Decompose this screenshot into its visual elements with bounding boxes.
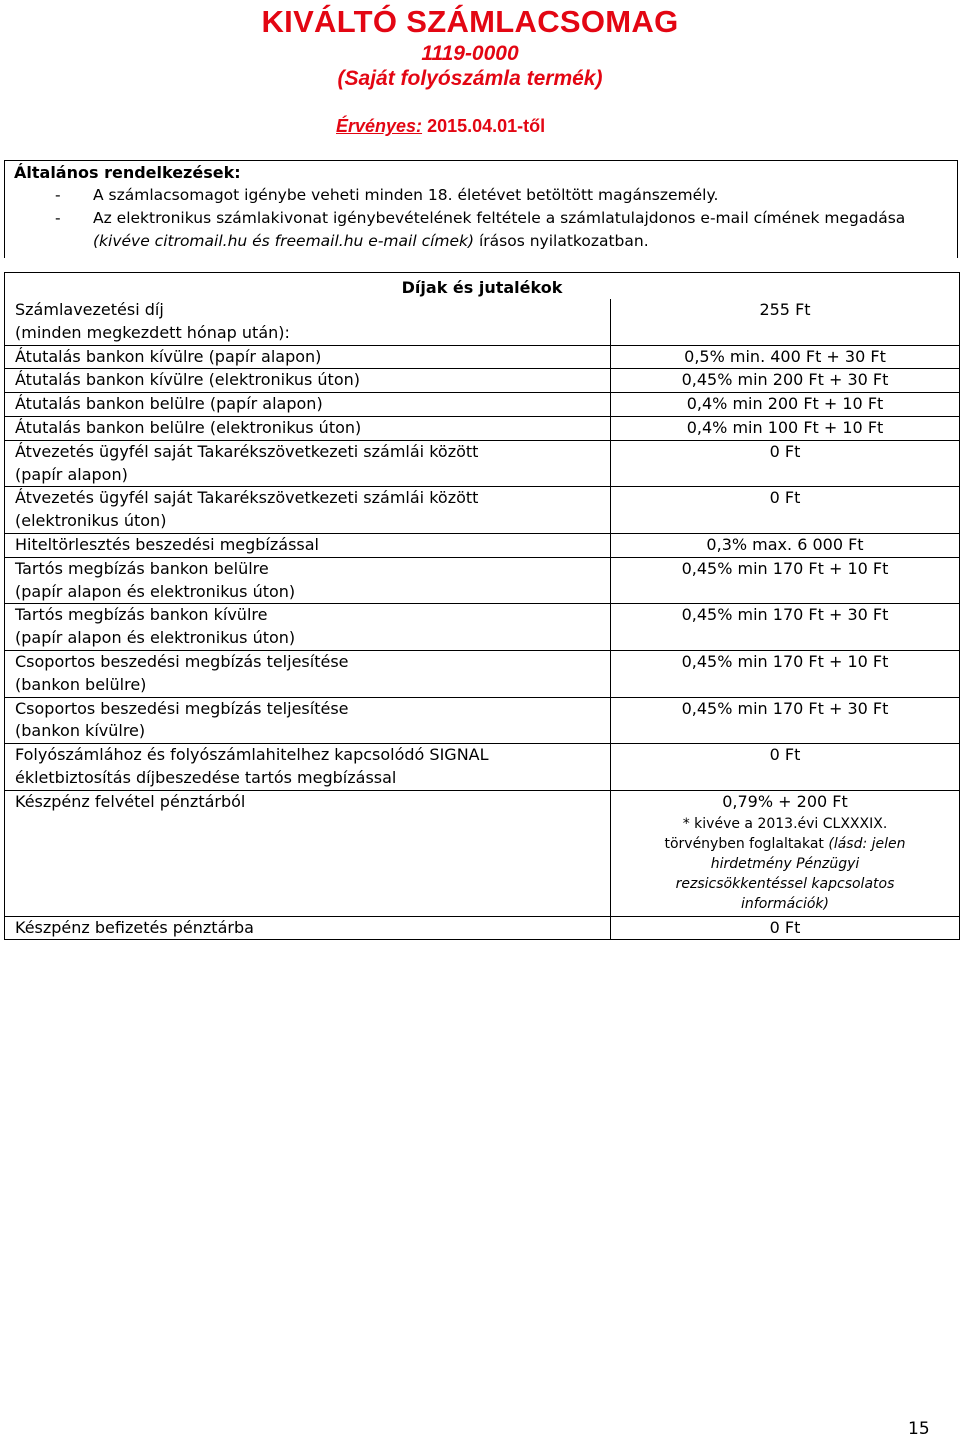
fees-heading: Díjak és jutalékok bbox=[5, 273, 960, 300]
fee-value-text: 0,4% min 200 Ft + 10 Ft bbox=[686, 394, 884, 414]
fee-label: Átutalás bankon belülre (elektronikus úton) bbox=[5, 416, 611, 440]
validity-label: Érvényes: bbox=[336, 116, 423, 136]
table-row bbox=[5, 487, 960, 534]
table-row bbox=[5, 345, 960, 369]
product-code: 1119-0000 bbox=[421, 42, 519, 65]
fee-value bbox=[611, 533, 960, 557]
fee-value-text: 0,45% min 170 Ft + 10 Ft bbox=[681, 651, 889, 671]
fee-value bbox=[611, 604, 960, 651]
fee-label: Átutalás bankon kívülre (papír alapon) bbox=[5, 345, 611, 369]
fee-value-text: 0,3% max. 6 000 Ft bbox=[706, 534, 864, 554]
table-row bbox=[5, 533, 960, 557]
fee-value-text: 0,5% min. 400 Ft + 30 Ft bbox=[684, 346, 886, 366]
fee-value-text: 0,45% min 200 Ft + 30 Ft bbox=[681, 370, 889, 390]
fees-table-body bbox=[5, 299, 960, 940]
fee-value bbox=[611, 744, 960, 791]
table-row bbox=[5, 299, 960, 345]
fee-label: Számlavezetési díj (minden megkezdett hónap után): bbox=[5, 299, 611, 345]
fee-label: Készpénz felvétel pénztárból bbox=[5, 790, 611, 916]
fee-value bbox=[611, 790, 960, 916]
fee-value bbox=[611, 697, 960, 744]
fee-value-text: 0,4% min 100 Ft + 10 Ft bbox=[686, 417, 884, 437]
fee-label: Átvezetés ügyfél saját Takarékszövetkezeti számlái között (papír alapon) bbox=[5, 440, 611, 487]
fee-value bbox=[611, 440, 960, 487]
fee-label: Tartós megbízás bankon belülre (papír alapon és elektronikus úton) bbox=[5, 557, 611, 604]
table-row bbox=[5, 790, 960, 916]
fee-label: Átutalás bankon kívülre (elektronikus úton) bbox=[5, 369, 611, 393]
general-provisions-box bbox=[4, 160, 958, 258]
table-row bbox=[5, 744, 960, 791]
fee-value bbox=[611, 650, 960, 697]
general-provisions-heading: Általános rendelkezések: bbox=[14, 163, 241, 182]
fee-label: Folyószámlához és folyószámlahitelhez kapcsolódó SIGNAL ékletbiztosítás díjbeszedése tartós megbízással bbox=[5, 744, 611, 791]
cash-withdrawal-note bbox=[611, 814, 959, 916]
general-item-2-part-a: Az elektronikus számlakivonat igénybevételének feltétele a számlatulajdonos e-mail címének megadása bbox=[93, 209, 906, 227]
fee-value bbox=[611, 299, 960, 345]
cash-note-reference: (lásd: jelen hirdetmény Pénzügyi rezsicsökkentéssel kapcsolatos információk) bbox=[675, 835, 906, 912]
fee-value-text: 0,45% min 170 Ft + 30 Ft bbox=[681, 698, 889, 718]
general-item-1-text: A számlacsomagot igénybe veheti minden 18. életévet betöltött magánszemély. bbox=[93, 186, 719, 204]
fee-value bbox=[611, 393, 960, 417]
list-dash: - bbox=[55, 186, 61, 204]
validity-line bbox=[336, 116, 545, 137]
fee-value-text: 0,79% + 200 Ft bbox=[722, 791, 848, 811]
general-item-2-text bbox=[93, 207, 953, 253]
fee-value bbox=[611, 369, 960, 393]
table-row bbox=[5, 604, 960, 651]
table-row bbox=[5, 440, 960, 487]
fee-label: Átutalás bankon belülre (papír alapon) bbox=[5, 393, 611, 417]
fees-table bbox=[4, 272, 960, 940]
fee-label: Csoportos beszedési megbízás teljesítése (bankon belülre) bbox=[5, 650, 611, 697]
fee-label: Készpénz befizetés pénztárba bbox=[5, 916, 611, 940]
fee-label: Tartós megbízás bankon kívülre (papír alapon és elektronikus úton) bbox=[5, 604, 611, 651]
fee-value bbox=[611, 487, 960, 534]
fee-value bbox=[611, 345, 960, 369]
fee-value-text: 0 Ft bbox=[769, 745, 801, 765]
cash-note-text: * kivéve a 2013.évi CLXXXIX. törvényben foglaltakat bbox=[664, 815, 888, 852]
table-row bbox=[5, 650, 960, 697]
list-dash: - bbox=[55, 209, 61, 227]
page-number: 15 bbox=[908, 1419, 930, 1439]
fee-value-text: 255 Ft bbox=[759, 300, 811, 319]
validity-date: 2015.04.01-től bbox=[422, 116, 546, 136]
table-row bbox=[5, 697, 960, 744]
document-title: KIVÁLTÓ SZÁMLACSOMAG bbox=[261, 4, 679, 39]
fee-label: Csoportos beszedési megbízás teljesítése (bankon kívülre) bbox=[5, 697, 611, 744]
product-subtitle: (Saját folyószámla termék) bbox=[337, 67, 603, 90]
table-row bbox=[5, 393, 960, 417]
fee-value-text: 0 Ft bbox=[769, 441, 801, 461]
fee-value-text: 0 Ft bbox=[769, 488, 801, 508]
fee-value-text: 0,45% min 170 Ft + 10 Ft bbox=[681, 558, 889, 578]
table-row bbox=[5, 916, 960, 940]
table-row bbox=[5, 369, 960, 393]
general-item-2-part-b: (kivéve citromail.hu és freemail.hu e-mail címek) bbox=[93, 232, 475, 250]
fee-value bbox=[611, 416, 960, 440]
table-row bbox=[5, 557, 960, 604]
general-item-2-part-c: írásos nyilatkozatban. bbox=[474, 232, 649, 250]
fee-value bbox=[611, 916, 960, 940]
fee-value-text: 0,45% min 170 Ft + 30 Ft bbox=[681, 605, 889, 625]
fee-label: Hiteltörlesztés beszedési megbízással bbox=[5, 533, 611, 557]
fee-label: Átvezetés ügyfél saját Takarékszövetkezeti számlái között (elektronikus úton) bbox=[5, 487, 611, 534]
fee-value-text: 0 Ft bbox=[769, 917, 801, 937]
fee-value bbox=[611, 557, 960, 604]
table-row bbox=[5, 416, 960, 440]
